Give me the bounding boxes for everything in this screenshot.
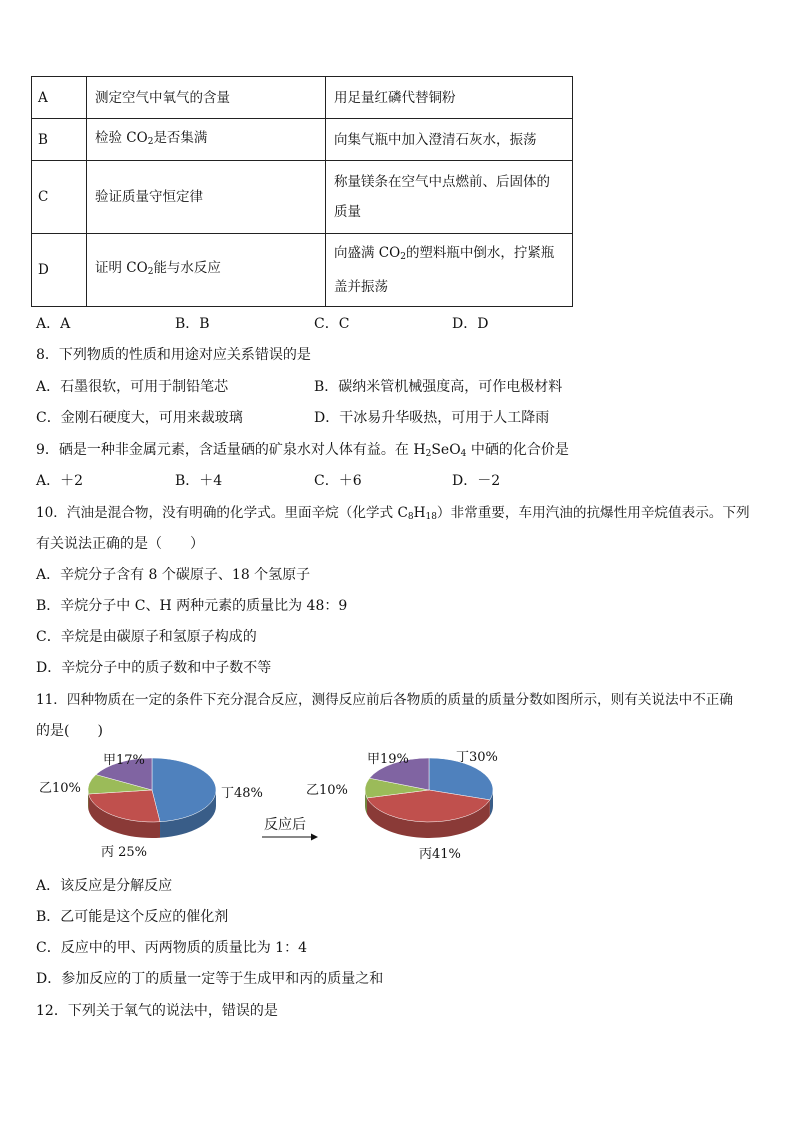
subscript: 2 [147, 136, 154, 147]
pie2-label-bing: 丙41% [419, 847, 461, 862]
text: 是否集满 [153, 129, 208, 146]
row-letter: C [32, 161, 87, 234]
text: 10．汽油是混合物，没有明确的化学式。里面辛烷（化学式 C [36, 505, 408, 521]
row-letter: A [32, 77, 87, 119]
row-method [326, 161, 573, 234]
row-purpose: 验证质量守恒定律 [87, 161, 326, 234]
q8-option-c: C．金刚石硬度大，可用来裁玻璃 [36, 410, 243, 426]
subscript: 2 [147, 267, 154, 277]
q10-option-b: B．辛烷分子中 C、H 两种元素的质量比为 48：9 [36, 598, 348, 614]
subscript: 4 [460, 449, 467, 459]
text: 的塑料瓶中倒水，拧紧瓶 [405, 245, 555, 261]
q10-option-d: D．辛烷分子中的质子数和中子数不等 [36, 660, 272, 676]
text: 中硒的化合价是 [466, 442, 569, 458]
q7-option-a: A．A [36, 316, 71, 332]
pie1-label-jia: 甲17% [103, 753, 145, 768]
q10-stem-line1 [36, 503, 750, 527]
q11-option-d: D．参加反应的丁的质量一定等于生成甲和丙的质量之和 [36, 971, 384, 987]
q9-option-d: D．－2 [452, 473, 501, 489]
row-letter: B [32, 119, 87, 161]
subscript: 18 [425, 512, 437, 522]
q7-table [31, 76, 573, 307]
q9-option-b: B．＋4 [175, 473, 223, 489]
q10-option-a: A．辛烷分子含有 8 个碳原子、18 个氢原子 [36, 567, 311, 583]
subscript: 2 [425, 449, 432, 459]
q8-option-b: B．碳纳米管机械强度高，可作电极材料 [314, 379, 563, 395]
text [334, 238, 564, 272]
table-row [32, 119, 573, 161]
q11-stem-line1: 11．四种物质在一定的条件下充分混合反应，测得反应前后各物质的质量的质量分数如图所示，则有关说法中不正确 [36, 692, 733, 708]
row-purpose: 测定空气中氧气的含量 [87, 77, 326, 119]
row-method: 用足量红磷代替铜粉 [326, 77, 573, 119]
text: 向盛满 CO [334, 245, 401, 261]
q11-stem-line2: 的是( ) [36, 723, 103, 739]
q8-option-d: D．干冰易升华吸热，可用于人工降雨 [314, 410, 550, 426]
pie1-label-ding: 丁48% [221, 786, 263, 801]
q9-stem [36, 440, 569, 464]
text: 9．硒是一种非金属元素，含适量硒的矿泉水对人体有益。在 H [36, 442, 426, 458]
q8-stem: 8．下列物质的性质和用途对应关系错误的是 [36, 347, 311, 363]
text: SeO [431, 442, 461, 458]
arrow-icon [262, 832, 320, 842]
pie1-label-bing: 丙 25% [101, 845, 148, 860]
q10-stem-line2: 有关说法正确的是（ ） [36, 536, 204, 552]
row-purpose [87, 119, 326, 161]
q11-option-a: A．该反应是分解反应 [36, 878, 173, 894]
q7-option-c: C．C [314, 316, 350, 332]
q12-stem: 12．下列关于氧气的说法中，错误的是 [36, 1003, 278, 1019]
arrow-label: 反应后 [264, 817, 306, 833]
table-row [32, 161, 573, 234]
q11-option-c: C．反应中的甲、丙两物质的质量比为 1：4 [36, 940, 307, 956]
text: 盖并振荡 [334, 279, 388, 295]
text: ）非常重要，车用汽油的抗爆性用辛烷值表示。下列 [436, 505, 750, 521]
pie2-label-jia: 甲19% [367, 752, 409, 767]
q7-option-d: D．D [452, 316, 489, 332]
text: 检验 CO [95, 129, 148, 146]
q11-option-b: B．乙可能是这个反应的催化剂 [36, 909, 229, 925]
q9-option-a: A．＋2 [36, 473, 84, 489]
text: H [413, 505, 426, 521]
text: 质量 [334, 204, 361, 220]
row-method [326, 234, 573, 307]
text: 证明 CO [95, 260, 148, 276]
q10-option-c: C．辛烷是由碳原子和氢原子构成的 [36, 629, 257, 645]
pie2-label-ding: 丁30% [456, 750, 498, 765]
table-row [32, 234, 573, 307]
q9-option-c: C．＋6 [314, 473, 362, 489]
table-row [32, 77, 573, 119]
q7-option-b: B．B [175, 316, 210, 332]
row-letter: D [32, 234, 87, 307]
text: 称量镁条在空气中点燃前、后固体的 [334, 174, 550, 190]
pie2-label-yi: 乙10% [306, 783, 348, 798]
subscript: 8 [407, 512, 414, 522]
subscript: 2 [400, 252, 406, 262]
pie1-label-yi: 乙10% [39, 781, 81, 796]
text: 能与水反应 [153, 260, 221, 276]
row-purpose [87, 234, 326, 307]
q8-option-a: A．石墨很软，可用于制铅笔芯 [36, 379, 229, 395]
row-method: 向集气瓶中加入澄清石灰水，振荡 [326, 119, 573, 161]
